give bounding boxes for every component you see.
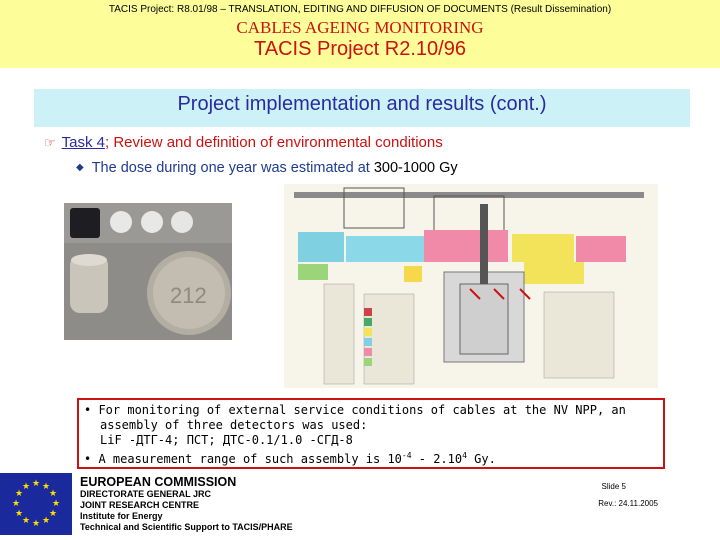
svg-text:★: ★	[41, 516, 51, 526]
detectors-photo	[64, 203, 232, 340]
note-2-suffix: Gy.	[466, 452, 496, 466]
white-disc-1	[110, 211, 132, 233]
header-subtitle: TACIS Project R2.10/96	[254, 38, 466, 60]
note-1-line-3: LiF -ДТГ-4; ПСТ; ДТС-0.1/1.0 -СГД-8	[100, 433, 353, 447]
svg-text:★: ★	[21, 482, 31, 492]
note-1-line-2: assembly of three detectors was used:	[100, 418, 368, 432]
task-link[interactable]: Task 4	[61, 134, 106, 151]
dose-text: The dose during one year was estimated at	[91, 160, 374, 176]
eu-flag-logo	[0, 473, 72, 535]
black-detector	[70, 208, 100, 238]
project-header	[0, 0, 720, 68]
diagram-graphic	[284, 184, 658, 388]
svg-text:★: ★	[14, 509, 24, 519]
note-2-exp-1: -4	[401, 451, 412, 460]
svg-text:★: ★	[11, 499, 21, 509]
eu-stars-icon	[0, 473, 72, 535]
dose-value: 300-1000 Gy	[373, 160, 458, 176]
task-item	[44, 134, 443, 151]
ec-directorate: DIRECTORATE GENERAL JRC	[80, 489, 212, 499]
project-reference: TACIS Project: R8.01/98 – TRANSLATION, EDITING AND DIFFUSION OF DOCUMENTS (Result Dissemination)	[108, 4, 612, 15]
slide-number: Slide 5	[601, 482, 626, 491]
task-description: ; Review and definition of environmental conditions	[105, 134, 443, 151]
ec-support: Technical and Scientific Support to TACIS/PHARE	[80, 522, 293, 532]
ec-name: EUROPEAN COMMISSION	[80, 475, 237, 489]
detectors-photo-graphic	[64, 203, 232, 340]
svg-text:★: ★	[14, 489, 24, 499]
ec-jrc: JOINT RESEARCH CENTRE	[80, 500, 200, 510]
svg-text:★: ★	[48, 489, 58, 499]
white-disc-2	[141, 211, 163, 233]
note-bullet-2: • A measurement range of such assembly is $10^{-4} - 2.10^4$ Gy.	[84, 451, 496, 466]
note-2-exp-2: 4	[462, 451, 467, 460]
note-1-line-1: For monitoring of external service conditions of cables at the NV NPP, an	[98, 403, 626, 417]
slide-title: Project implementation and results (cont.)	[177, 93, 547, 115]
pointing-hand-icon: ☞	[44, 135, 56, 150]
ec-institute: Institute for Energy	[80, 511, 163, 521]
svg-text:★: ★	[21, 516, 31, 526]
dose-item	[76, 160, 458, 176]
svg-text:★: ★	[48, 509, 58, 519]
note-2-prefix: A measurement range of such assembly is 10	[98, 452, 402, 466]
note-bullet-1: • For monitoring of external service conditions of cables at the NV NPP, an	[84, 403, 626, 417]
npp-cross-section-diagram	[284, 184, 658, 388]
svg-text:★: ★	[51, 499, 61, 509]
note-2-mid: - 2.10	[411, 452, 463, 466]
slide-title-bar	[34, 89, 690, 127]
svg-text:★: ★	[31, 519, 41, 529]
revision-date: Rev.: 24.11.2005	[598, 499, 658, 508]
svg-text:★: ★	[41, 482, 51, 492]
svg-text:★: ★	[31, 479, 41, 489]
white-disc-3	[171, 211, 193, 233]
ec-credits	[80, 475, 293, 533]
header-title: CABLES AGEING MONITORING	[236, 18, 484, 37]
disc-engraving: 212	[170, 283, 207, 308]
diamond-bullet-icon: ◆	[76, 162, 84, 173]
detector-notes-box	[77, 398, 665, 469]
